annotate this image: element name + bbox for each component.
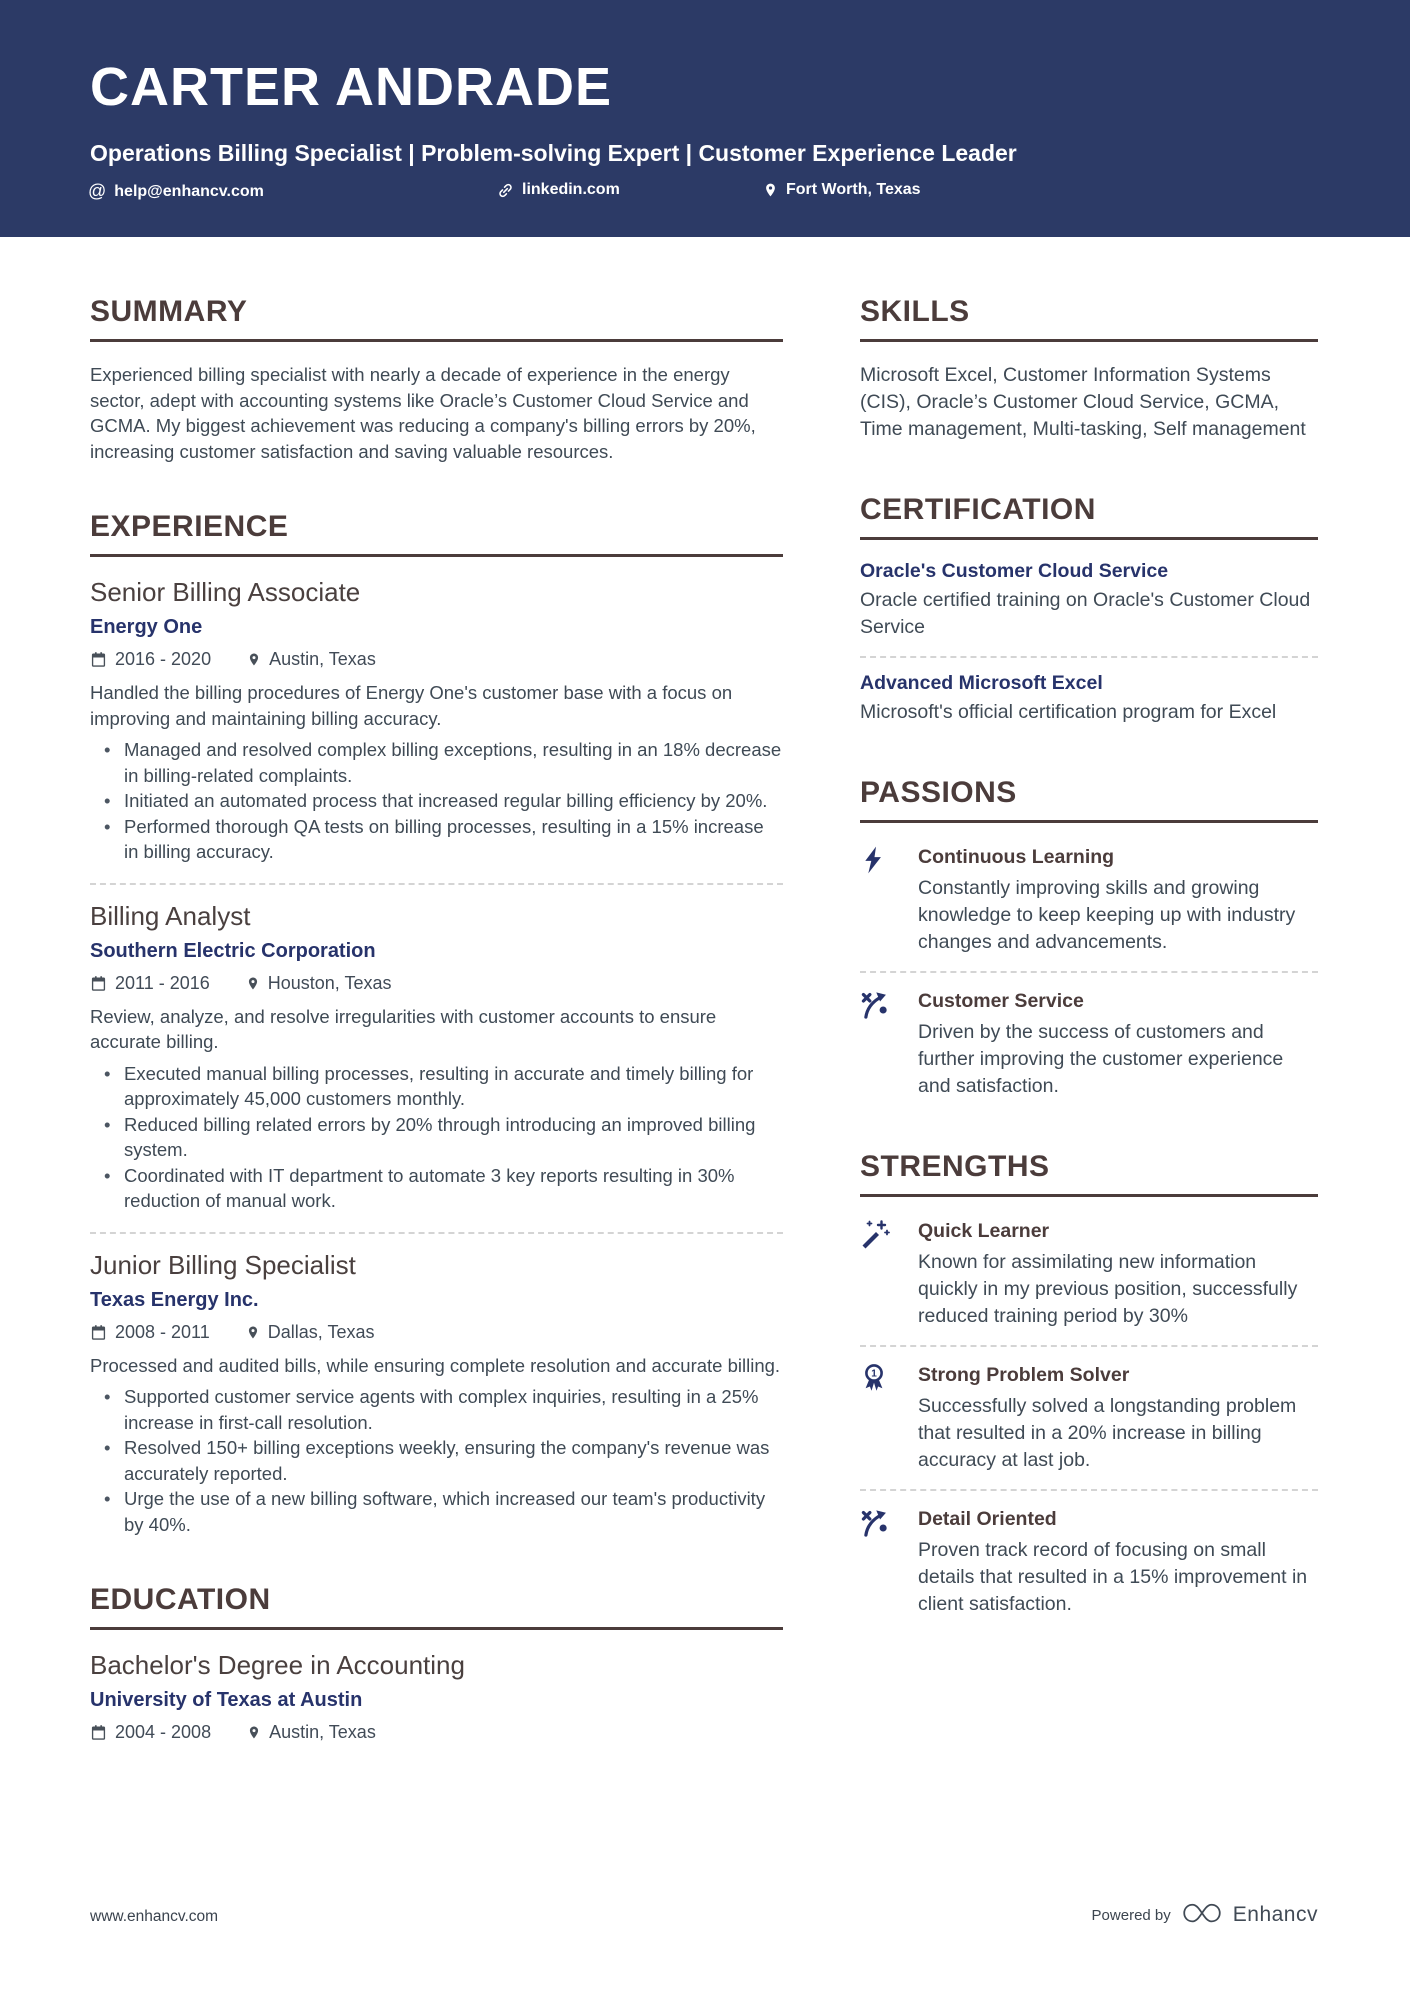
powered-by-label: Powered by [1091, 1906, 1171, 1924]
education-meta [90, 1722, 783, 1743]
dates: 2011 - 2016 [90, 973, 210, 994]
job-title: Senior Billing Associate [90, 577, 361, 607]
calendar-icon [90, 975, 107, 992]
job-title: Junior Billing Specialist [90, 1249, 356, 1280]
school-name: University of Texas at Austin [90, 1689, 363, 1711]
lightning-bolt-icon [860, 843, 900, 956]
passion-title: Continuous Learning [918, 846, 1115, 868]
contact-email[interactable] [88, 181, 264, 202]
candidate-name: CARTER ANDRADE [90, 57, 612, 117]
entry-description: Review, analyze, and resolve irregularities with customer accounts to ensure accurate billing. [90, 1005, 717, 1052]
contact-email-text: help@enhancv.com [114, 182, 264, 200]
entry-bullets [90, 737, 783, 865]
tactics-icon [860, 987, 900, 1100]
bullet-item: • Managed and resolved complex billing exceptions, resulting in an 18% decrease in billing-related complaints. [124, 737, 783, 788]
strength-item [860, 1361, 1318, 1474]
strength-item [860, 1217, 1318, 1330]
location: Austin, Texas [247, 649, 376, 670]
passions-section [860, 776, 1318, 1100]
entry-meta [90, 973, 783, 994]
left-column [90, 295, 783, 1789]
location: Dallas, Texas [246, 1322, 375, 1343]
dashed-divider [860, 971, 1318, 973]
passions-heading: PASSIONS [860, 776, 1318, 823]
bullet-item: • Reduced billing related errors by 20% through introducing an improved billing system. [124, 1112, 783, 1163]
at-icon: @ [88, 181, 107, 201]
link-icon [497, 182, 514, 199]
experience-section [90, 510, 783, 1537]
skills-heading: SKILLS [860, 295, 1318, 342]
certification-entry [860, 672, 1318, 726]
summary-heading: SUMMARY [90, 295, 783, 342]
bullet-item: • Initiated an automated process that increased regular billing efficiency by 20%. [124, 788, 783, 814]
job-title: Billing Analyst [90, 900, 251, 931]
svg-text:1: 1 [871, 1368, 877, 1380]
bullet-item: • Supported customer service agents with complex inquiries, resulting in a 25% increase in first-call resolution. [124, 1384, 783, 1435]
experience-heading: EXPERIENCE [90, 510, 783, 557]
summary-text: Experienced billing specialist with nearly a decade of experience in the energy sector, adept with accounting systems like Oracle’s Customer Cloud Service and GCMA. My biggest achievement was reducing a company's billing errors by 20%, increasing customer satisfaction and saving valuable resources. [90, 364, 756, 462]
location: Houston, Texas [246, 973, 392, 994]
strength-title: Quick Learner [918, 1220, 1050, 1242]
enhancv-logo-icon [1182, 1900, 1222, 1930]
certification-entry [860, 560, 1318, 641]
experience-entry [90, 577, 783, 865]
entry-description: Handled the billing procedures of Energy One's customer base with a focus on improving and maintaining billing accuracy. [90, 682, 733, 729]
brand-name: Enhancv [1232, 1903, 1318, 1926]
passion-item [860, 843, 1318, 956]
entry-bullets [90, 1384, 783, 1537]
company-name: Energy One [90, 616, 203, 638]
dates: 2016 - 2020 [90, 649, 211, 670]
location-pin-icon [247, 1724, 261, 1741]
experience-entry [90, 1250, 783, 1538]
certification-description: Oracle certified training on Oracle's Customer Cloud Service [860, 589, 1311, 638]
bullet-item: • Performed thorough QA tests on billing processes, resulting in a 15% increase in billing accuracy. [124, 814, 783, 865]
company-name: Southern Electric Corporation [90, 939, 376, 962]
contact-linkedin-text: linkedin.com [522, 181, 620, 198]
dashed-divider [90, 883, 783, 885]
company-name: Texas Energy Inc. [90, 1288, 259, 1311]
right-column [860, 295, 1318, 1668]
education-section [90, 1583, 783, 1743]
dashed-divider [860, 1345, 1318, 1347]
magic-wand-icon [860, 1217, 900, 1330]
calendar-icon [90, 1724, 107, 1741]
dates: 2004 - 2008 [90, 1722, 211, 1743]
dashed-divider [860, 656, 1318, 658]
location-pin-icon [246, 975, 260, 992]
location-pin-icon [246, 1324, 260, 1341]
strength-description: Known for assimilating new information quickly in my previous position, successfully reduced training period by 30% [918, 1251, 1298, 1327]
headline: Operations Billing Specialist | Problem-solving Expert | Customer Experience Leader [90, 140, 1017, 166]
medal-icon [860, 1361, 900, 1474]
tactics-icon [860, 1505, 900, 1618]
strength-title: Detail Oriented [918, 1508, 1057, 1530]
strengths-heading: STRENGTHS [860, 1150, 1318, 1197]
strength-title: Strong Problem Solver [918, 1364, 1130, 1386]
skills-section [860, 295, 1318, 443]
certification-heading: CERTIFICATION [860, 493, 1318, 540]
entry-meta [90, 649, 783, 670]
entry-meta [90, 1322, 783, 1343]
strength-description: Successfully solved a longstanding problem that resulted in a 20% increase in billing accuracy at last job. [918, 1395, 1297, 1471]
contact-location-text: Fort Worth, Texas [786, 181, 921, 198]
strength-description: Proven track record of focusing on small details that resulted in a 15% improvement in client satisfaction. [918, 1539, 1308, 1615]
strength-item [860, 1505, 1318, 1618]
location: Austin, Texas [247, 1722, 376, 1743]
bullet-item: • Coordinated with IT department to automate 3 key reports resulting in 30% reduction of manual work. [124, 1163, 783, 1214]
website-link[interactable]: www.enhancv.com [90, 1908, 219, 1925]
bullet-item: • Resolved 150+ billing exceptions weekly, ensuring the company's revenue was accurately reported. [124, 1435, 783, 1486]
contact-location [763, 181, 921, 199]
bullet-item: • Urge the use of a new billing software, which increased our team's productivity by 40%. [124, 1486, 783, 1537]
education-heading: EDUCATION [90, 1583, 783, 1630]
location-pin-icon [763, 181, 778, 199]
calendar-icon [90, 651, 107, 668]
calendar-icon [90, 1324, 107, 1341]
entry-description: Processed and audited bills, while ensuring complete resolution and accurate billing. [90, 1354, 781, 1376]
passion-title: Customer Service [918, 990, 1084, 1012]
skills-text: Microsoft Excel, Customer Information Systems (CIS), Oracle’s Customer Cloud Service, GCMA, Time management, Multi-tasking, Self management [860, 364, 1306, 440]
location-pin-icon [247, 651, 261, 668]
passion-item [860, 987, 1318, 1100]
experience-entry [90, 901, 783, 1214]
certification-title: Oracle's Customer Cloud Service [860, 560, 1169, 582]
dashed-divider [860, 1489, 1318, 1491]
strengths-section [860, 1150, 1318, 1618]
passion-description: Driven by the success of customers and further improving the customer experience and satisfaction. [918, 1021, 1284, 1097]
passion-description: Constantly improving skills and growing knowledge to keep keeping up with industry changes and advancements. [918, 877, 1296, 953]
dashed-divider [90, 1232, 783, 1234]
certification-title: Advanced Microsoft Excel [860, 672, 1103, 694]
powered-by [1092, 1900, 1318, 1930]
dates: 2008 - 2011 [90, 1322, 210, 1343]
bullet-item: • Executed manual billing processes, resulting in accurate and timely billing for approximately 45,000 customers monthly. [124, 1061, 783, 1112]
resume-header [0, 0, 1410, 237]
entry-bullets [90, 1061, 783, 1214]
summary-section [90, 295, 783, 464]
contact-linkedin[interactable] [497, 181, 620, 199]
certification-section [860, 493, 1318, 726]
degree-title: Bachelor's Degree in Accounting [90, 1650, 465, 1680]
certification-description: Microsoft's official certification program for Excel [860, 701, 1277, 723]
